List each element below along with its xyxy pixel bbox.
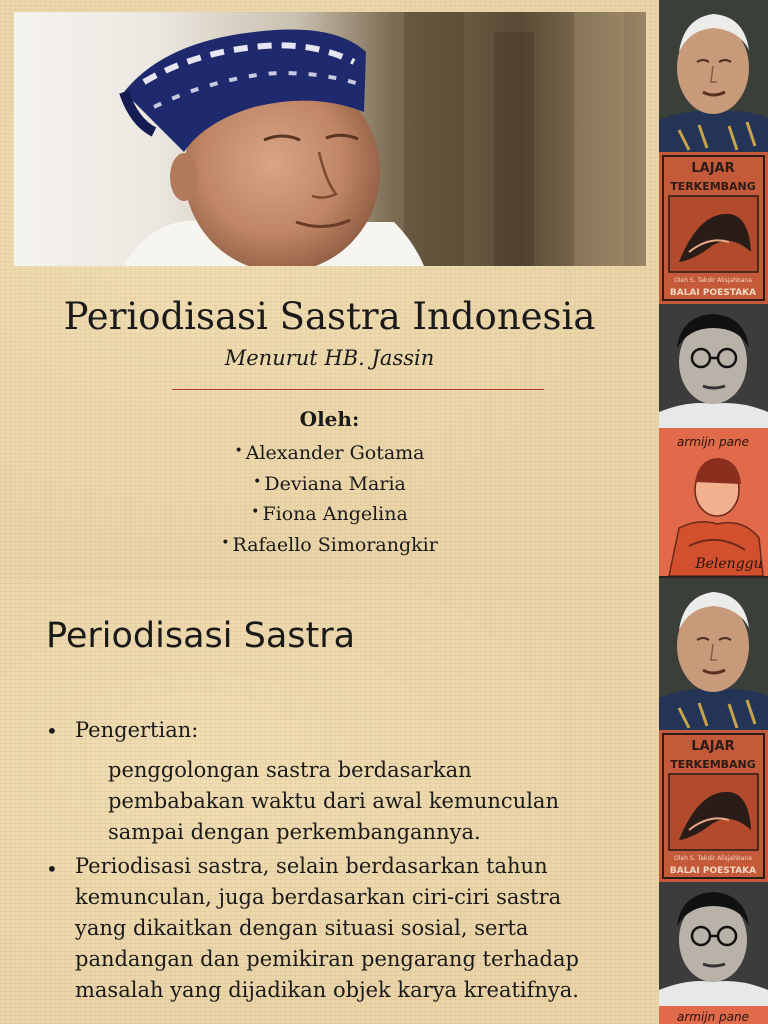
- author-name: Fiona Angelina: [262, 503, 408, 525]
- paragraph-line: Periodisasi sastra, selain berdasarkan tahun: [75, 854, 548, 878]
- portrait-thumbnail: [659, 0, 768, 152]
- image-strip: [659, 0, 768, 1024]
- bullet-icon: •: [46, 857, 58, 881]
- book-cover-belenggu: [659, 1006, 768, 1024]
- book-author: armijn pane: [676, 1010, 750, 1024]
- definition-text: [108, 755, 628, 848]
- author-item: [0, 498, 659, 529]
- definition-line: sampai dengan perkembangannya.: [108, 820, 481, 844]
- definition-line: pembabakan waktu dari awal kemunculan: [108, 789, 559, 813]
- bullet-icon: •: [46, 719, 58, 743]
- book-cover-layar-terkembang: [659, 730, 768, 882]
- bullet-periodisasi-text: [75, 851, 635, 1006]
- book-title-line: LAJAR: [691, 739, 735, 754]
- title-slide: [0, 0, 659, 578]
- book-author: armijn pane: [676, 435, 750, 449]
- slide-title: Periodisasi Sastra Indonesia: [63, 295, 596, 338]
- book-title-line: TERKEMBANG: [670, 180, 756, 193]
- paragraph-line: masalah yang dijadikan objek karya kreatifnya.: [75, 978, 579, 1002]
- paragraph-line: yang dikaitkan dengan situasi sosial, serta: [75, 916, 529, 940]
- bullet-icon: •: [221, 534, 230, 551]
- author-item: [0, 437, 659, 468]
- author-item: [0, 529, 659, 560]
- portrait-thumbnail: [659, 882, 768, 1006]
- hero-portrait-photo: [14, 12, 646, 266]
- paragraph-line: kemunculan, juga berdasarkan ciri-ciri sastra: [75, 885, 562, 909]
- authors-heading: Oleh:: [299, 407, 360, 431]
- book-publisher: BALAI POESTAKA: [669, 866, 757, 876]
- portrait-thumbnail: [659, 304, 768, 428]
- portrait-thumbnail: [659, 578, 768, 730]
- book-author: Oleh S. Takdir Alisjahbana: [674, 277, 752, 284]
- book-cover-belenggu: [659, 428, 768, 576]
- book-author: Oleh S. Takdir Alisjahbana: [674, 855, 752, 862]
- paragraph-line: pandangan dan pemikiran pengarang terhadap: [75, 947, 579, 971]
- title-divider: [172, 389, 544, 390]
- bullet-pengertian-label: Pengertian:: [75, 718, 199, 742]
- book-cover-layar-terkembang: [659, 152, 768, 304]
- book-title: Belenggu: [695, 556, 763, 572]
- author-name: Alexander Gotama: [245, 442, 425, 464]
- book-publisher: BALAI POESTAKA: [669, 288, 757, 298]
- content-slide-title: Periodisasi Sastra: [46, 616, 356, 656]
- definition-line: penggolongan sastra berdasarkan: [108, 758, 472, 782]
- book-title-line: LAJAR: [691, 161, 735, 176]
- content-slide: [0, 580, 659, 1024]
- bullet-icon: •: [234, 443, 243, 459]
- slide-subtitle: Menurut HB. Jassin: [224, 346, 435, 370]
- author-name: Rafaello Simorangkir: [232, 533, 438, 556]
- author-item: [0, 468, 659, 499]
- bullet-icon: •: [251, 504, 260, 520]
- authors-list: [0, 437, 659, 559]
- book-title-line: TERKEMBANG: [670, 758, 756, 771]
- author-name: Deviana Maria: [264, 472, 406, 495]
- bullet-icon: •: [253, 473, 262, 490]
